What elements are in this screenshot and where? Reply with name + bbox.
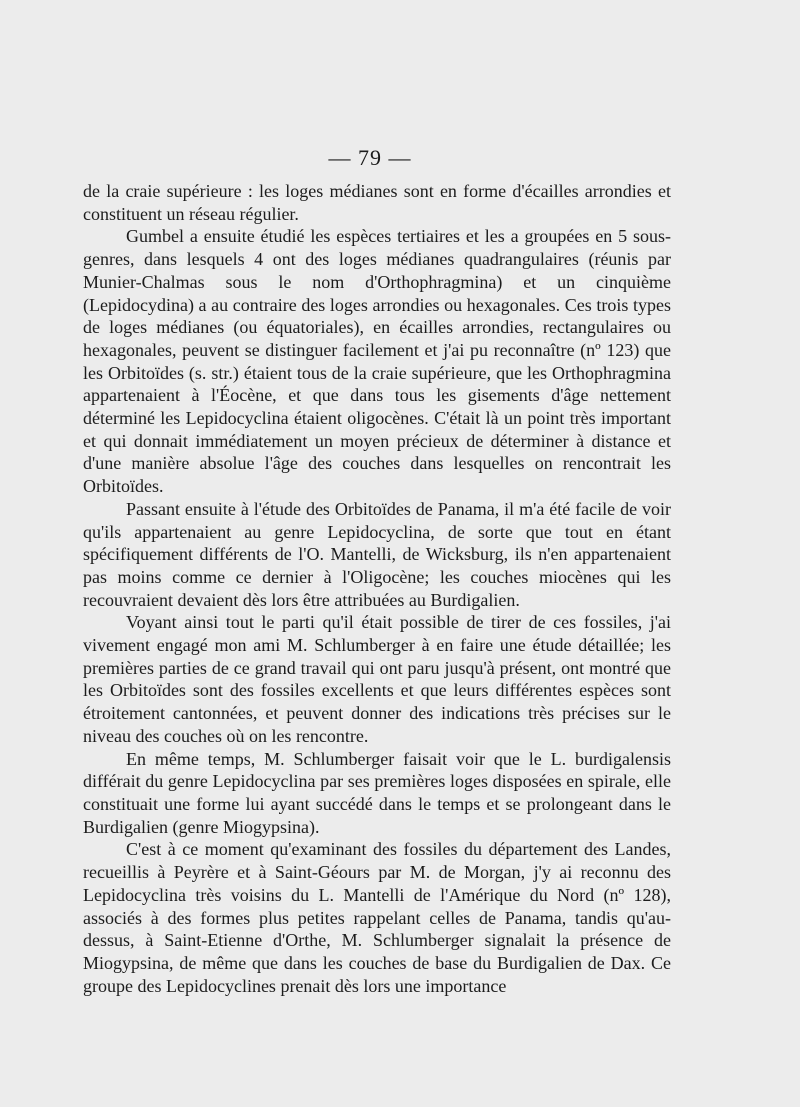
paragraph-4: Voyant ainsi tout le parti qu'il était possible de tirer de ces fossiles, j'ai vivement engagé mon ami M. Schlumberger à en faire une étude détaillée; les premières parties de ce grand travail qui ont paru jusqu'à présent, ont montré que les Orbitoïdes sont des fossiles excellents et que leurs différentes espèces sont étroitement cantonnées, et peuvent donner des indications très précises sur le niveau des couches où on les rencontre. bbox=[83, 612, 671, 746]
paragraph-5: En même temps, M. Schlumberger faisait voir que le L. burdigalensis différait du genre Lepidocyclina par ses premières loges disposées en spirale, elle constituait une forme lui ayant succédé dans le temps et se prolongeant dans le Burdigalien (genre Miogypsina). bbox=[83, 748, 671, 837]
paragraph-2: Gumbel a ensuite étudié les espèces tertiaires et les a groupées en 5 sous-genres, dans lesquels 4 ont des loges médianes quadrangulaires (réunis par Munier-Chalmas sous le nom d'Orthophragmina) et un cinquième (Lepidocydina) a au contraire des loges arrondies ou hexagonales. Ces trois types de loges médianes (ou équatoriales), en écailles arrondies, rectangulaires ou hexagonales, peuvent se distinguer facilement et j'ai pu reconnaître (nº 123) que les Orbitoïdes (s. str.) étaient tous de la craie supérieure, que les Orthophragmina appartenaient à l'Éocène, et que dans tous les gisements d'âge nettement déterminé les Lepidocyclina étaient oligocènes. C'était là un point très important et qui donnait immédiatement un moyen précieux de déterminer à distance et d'une manière absolue l'âge des couches dans lesquelles on rencontrait les Orbitoïdes. bbox=[83, 226, 671, 497]
paragraph-1: de la craie supérieure : les loges médianes sont en forme d'écailles arrondies et constituent un réseau régulier. bbox=[83, 181, 671, 224]
paragraph-6: C'est à ce moment qu'examinant des fossiles du département des Landes, recueillis à Peyrère et à Saint-Géours par M. de Morgan, j'y ai reconnu des Lepidocyclina très voisins du L. Mantelli de l'Amérique du Nord (nº 128), associés à des formes plus petites rappelant celles de Panama, tandis qu'au-dessus, à Saint-Etienne d'Orthe, M. Schlumberger signalait la présence de Miogypsina, de même que dans les couches de base du Burdigalien de Dax. Ce groupe des Lepidocyclines prenait dès lors une importance bbox=[83, 839, 671, 996]
body-text bbox=[83, 180, 671, 997]
page-number: — 79 — bbox=[328, 145, 412, 170]
paragraph-3: Passant ensuite à l'étude des Orbitoïdes de Panama, il m'a été facile de voir qu'ils appartenaient au genre Lepidocyclina, de sorte que tout en étant spécifiquement différents de l'O. Mantelli, de Wicksburg, ils n'en appartenaient pas moins comme ce dernier à l'Oligocène; les couches miocènes qui les recouvraient devaient dès lors être attribuées au Burdigalien. bbox=[83, 498, 671, 610]
